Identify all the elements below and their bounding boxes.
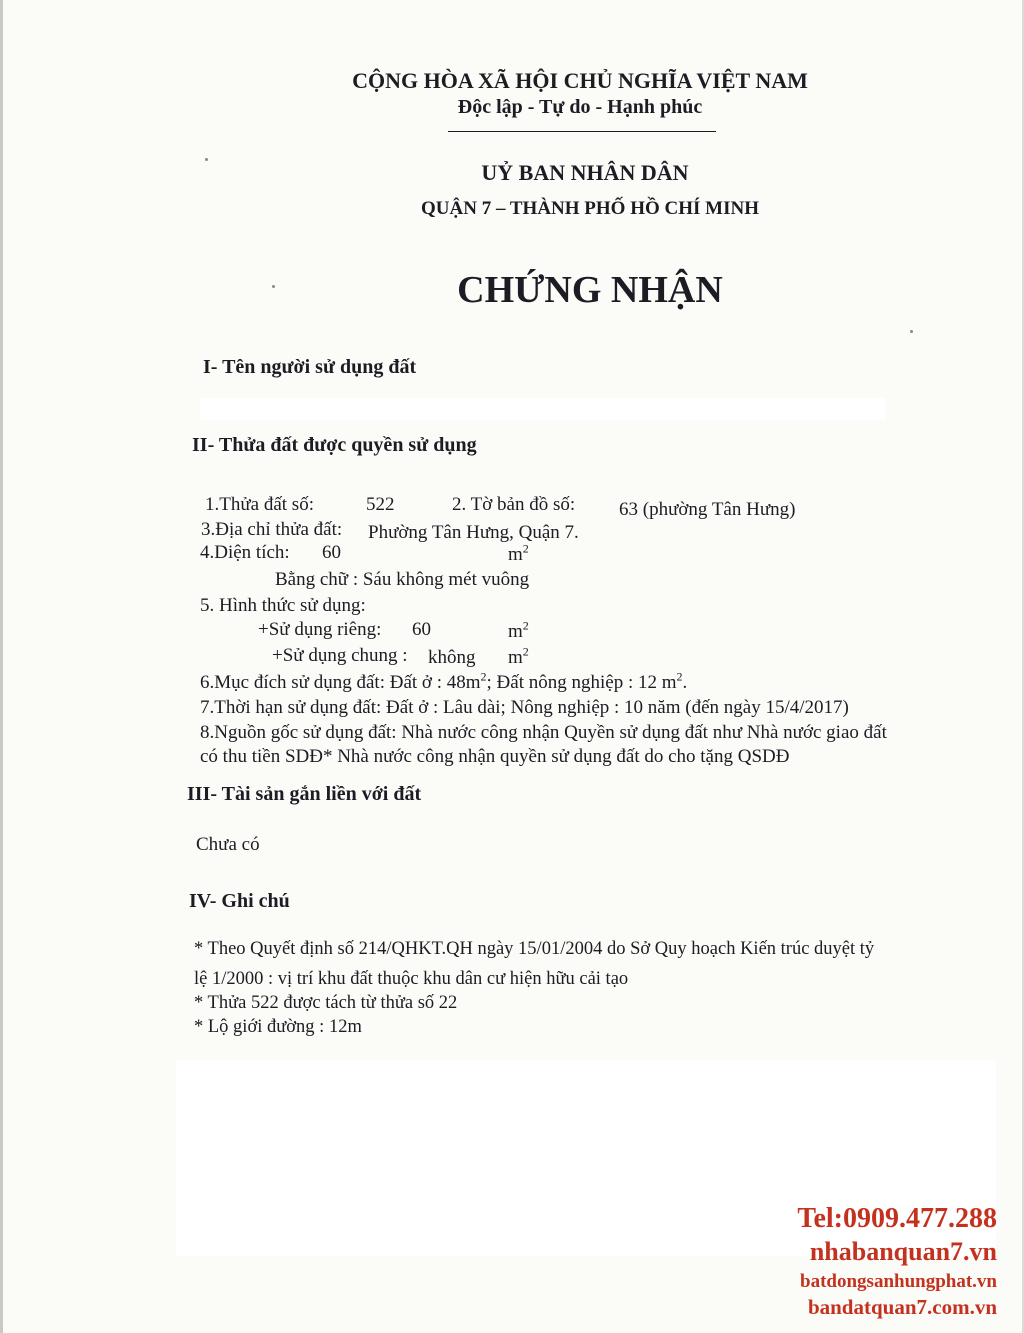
section3-heading: III- Tài sản gắn liền với đất [187,783,422,805]
redacted-name-area [200,398,885,420]
motto-underline [448,131,716,132]
address-label: 3.Địa chỉ thửa đất: [201,519,343,540]
header-motto: Độc lập - Tự do - Hạnh phúc [457,96,703,118]
section1-heading: I- Tên người sử dụng đất [203,356,417,378]
header-republic: CỘNG HÒA XÃ HỘI CHỦ NGHĨA VIỆT NAM [352,68,808,93]
watermark-site-3: bandatquan7.com.vn [807,1295,997,1319]
note-3: * Lộ giới đường : 12m [194,1017,362,1037]
private-use-label: +Sử dụng riêng: [258,619,382,640]
note-1-line1: * Theo Quyết định số 214/QHKT.QH ngày 15/01/2004 do Sở Quy hoạch Kiến trúc duyệt tỷ [194,939,875,959]
scan-left-edge [0,0,3,1333]
scan-speck [910,330,913,333]
shared-use-label: +Sử dụng chung : [272,645,408,666]
plot-number-value: 522 [366,494,395,515]
document-title: CHỨNG NHẬN [457,269,723,311]
usage-form-label: 5. Hình thức sử dụng: [200,595,366,616]
watermark-phone: Tel:0909.477.288 [797,1203,997,1234]
land-use-purpose: 6.Mục đích sử dụng đất: Đất ở : $48m^2$; Đất nông nghiệp : 12 $m^2$. [200,669,688,693]
note-1-line2: lệ 1/2000 : vị trí khu đất thuộc khu dân cư hiện hữu cải tạo [194,969,629,989]
watermark-site-2: batdongsanhungphat.vn [800,1271,997,1292]
assets-value: Chưa có [196,834,260,855]
header-district: QUẬN 7 – THÀNH PHỐ HỒ CHÍ MINH [421,198,759,219]
area-in-words: Bằng chữ : Sáu không mét vuông [275,569,530,590]
scan-speck [272,285,275,288]
address-value: Phường Tân Hưng, Quận 7. [368,522,579,543]
area-label: 4.Diện tích: [200,542,290,563]
map-sheet-value: 63 (phường Tân Hưng) [619,499,796,520]
shared-use-unit: $m^2$ [508,644,529,668]
private-use-unit: $m^2$ [508,618,529,642]
land-use-term: 7.Thời hạn sử dụng đất: Đất ở : Lâu dài; Nông nghiệp : 10 năm (đến ngày 15/4/2017) [200,697,849,718]
watermark-site-1: nhabanquan7.vn [809,1237,997,1266]
note-2: * Thửa 522 được tách từ thửa số 22 [194,993,458,1013]
land-origin-line1: 8.Nguồn gốc sử dụng đất: Nhà nước công nhận Quyền sử dụng đất như Nhà nước giao đất [200,722,887,743]
area-unit: $m^2$ [508,541,529,565]
header-committee: UỶ BAN NHÂN DÂN [481,160,689,185]
area-value: 60 [322,542,341,563]
land-origin-line2: có thu tiền SDĐ* Nhà nước công nhận quyền sử dụng đất do cho tặng QSDĐ [200,746,790,767]
section4-heading: IV- Ghi chú [189,890,290,912]
map-sheet-label: 2. Tờ bản đồ số: [452,494,576,515]
plot-number-label: 1.Thửa đất số: [205,494,314,515]
private-use-value: 60 [412,619,431,640]
section2-heading: II- Thửa đất được quyền sử dụng [192,434,477,456]
shared-use-value: không [428,647,476,668]
scan-speck [205,158,208,161]
